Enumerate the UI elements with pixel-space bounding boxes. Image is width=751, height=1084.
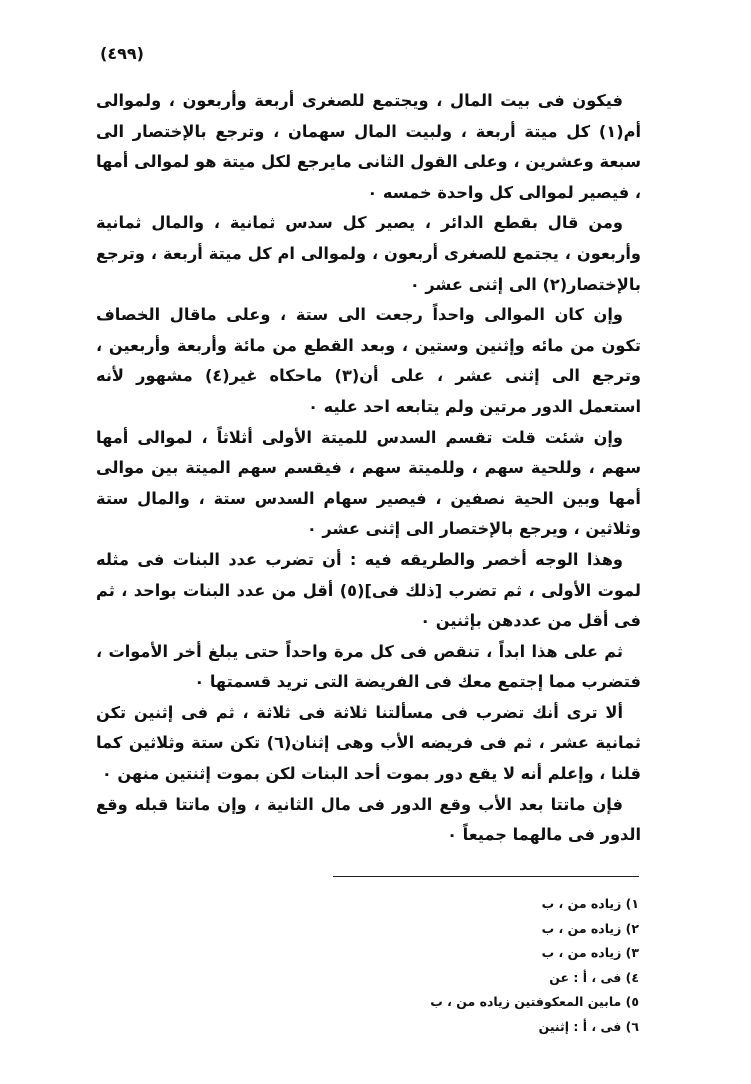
footnote-item: ٤) فى ، أ : عن [549, 969, 639, 985]
paragraph: ثم على هذا ابداً ، تنقص فى كل مرة واحداً حتى يبلغ أخر الأموات ، فتضرب مما إجتمع معك فى الفريضة التى تريد قسمتها ٠ [96, 641, 641, 692]
page-number: (٤٩٩) [100, 44, 144, 63]
footnote-item: ١) زياده من ، ب [541, 896, 639, 911]
body-text [96, 86, 641, 851]
paragraph: فيكون فى بيت المال ، ويجتمع للصغرى أربعة وأربعون ، ولموالى أم(١) كل ميتة أربعة ، ولبيت المال سهمان ، وترجع بالإختصار الى سبعة وعشرين ، وعلى القول الثانى مايرجع لكل ميتة هو لموالى أمها ، فيصير لموالى كل واحدة خمسه ٠ [96, 91, 641, 202]
footnotes [279, 892, 639, 1040]
footnote-divider [333, 876, 639, 877]
footnote-item: ٥) مابين المعكوفتين زياده من ، ب [430, 994, 639, 1010]
footnote-item: ٢) زياده من ، ب [541, 920, 639, 936]
footnote-item: ٦) فى ، أ : إثنين [538, 1018, 639, 1034]
paragraph: وهذا الوجه أخصر والطريقه فيه : أن تضرب عدد البنات فى مثله لموت الأولى ، ثم تضرب [ذلك فى](٥) أقل من عدد البنات بواحد ، ثم فى أقل من عددهن بإثنين ٠ [96, 549, 641, 631]
paragraph: ألا ترى أنك تضرب فى مسألتنا ثلاثة فى ثلاثة ، ثم فى إثنين تكن ثمانية عشر ، ثم فى فريضه الأب وهى إثنان(٦) تكن ستة وثلاثين كما قلنا ، وإعلم أنه لا يقع دور بموت أحد البنات لكن بموت إثنتين منهن ٠ [96, 702, 641, 784]
footnote-item: ٣) زياده من ، ب [541, 945, 639, 961]
paragraph: وإن شئت قلت تقسم السدس للميتة الأولى أثلاثاً ، لموالى أمها سهم ، وللحية سهم ، وللميتة سهم ، فيقسم سهم الميتة بين موالى أمها وبين الحية نصفين ، فيصير سهام السدس ستة ، والمال ستة وثلاثين ، ويرجع بالإختصار الى إثنى عشر ٠ [96, 427, 641, 539]
paragraph: وإن كان الموالى واحداً رجعت الى ستة ، وعلى ماقال الخصاف تكون من مائه وإثنين وستين ، وبعد القطع من مائة وأربعة وأربعين ، وترجع الى إثنى عشر ، على أن(٣) ماحكاه غير(٤) مشهور لأنه استعمل الدور مرتين ولم يتابعه احد عليه ٠ [96, 305, 641, 416]
paragraph: فإن ماتتا بعد الأب وقع الدور فى مال الثانية ، وإن ماتتا قبله وقع الدور فى مالهما جميعاً ٠ [96, 794, 641, 845]
paragraph: ومن قال بقطع الدائر ، يصير كل سدس ثمانية ، والمال ثمانية وأربعون ، يجتمع للصغرى أربعون ، ولموالى ام كل ميتة أربعة ، وترجع بالإختصار(٢) الى إثنى عشر ٠ [96, 213, 641, 294]
